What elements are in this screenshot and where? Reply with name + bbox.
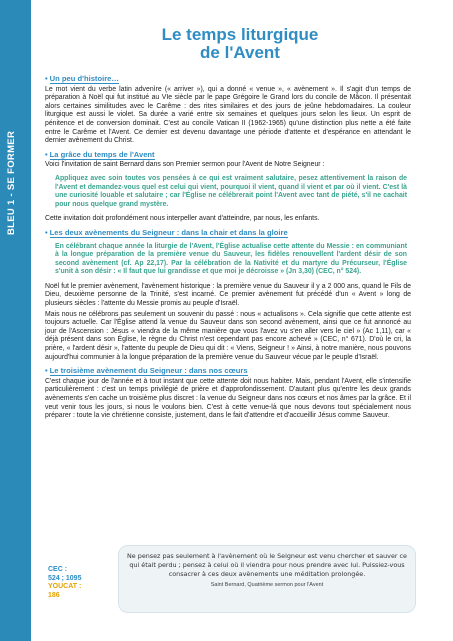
side-band — [0, 0, 31, 641]
title-line-2: de l'Avent — [200, 43, 280, 62]
highlight-quote: Appliquez avec soin toutes vos pensées à ce qui est vraiment salutaire, pesez attentivement la raison de l'Avent et demandez-vous quel est celui qui vient, pourquoi il vient, quand il vient et par où il vient. C'est là une curiosité louable et salutaire ; car l'Église ne célébrerait point l'Avent avec tant de piété, s'il ne cachait pour nous quelque grand mystère. — [55, 174, 407, 208]
paragraph: Noël fut le premier avènement, l'avènement historique : la première venue du Sauveur il y a 2 000 ans, quand le Fils de Dieu, deuxième personne de la Trinité, s'est incarné. Ce premier avènement fut précédé d'un « Avent » long de plusieurs siècles : l'attente du Messie promis au peuple d'Israël. — [45, 282, 411, 308]
section-heading: • Un peu d'histoire… — [45, 74, 119, 83]
paragraph: Le mot vient du verbe latin advenìre (« arriver »), qui a donné « venue », « avènement ». Il s'agit d'un temps de préparation à Noël qui fut institué au VIe siècle par le pape Grégoire le Grand lors du concile de Mâcon. Il présentait alors certaines similitudes avec le Carême : des rites similaires et des jours de jeûne hebdomadaires. La couleur liturgique est aussi le violet. Sa durée a varié entre six semaines et quelques jours selon les lieux. Un esprit de pénitence et de conversion dominait. C'est au concile Vatican II (1962-1965) qu'une distinction plus nette a été faite entre le Carême et l'Avent. Ce dernier est devenu davantage une période d'attente et d'espérance en attendant le dernier avènement du Christ. — [45, 85, 411, 145]
side-label — [6, 130, 26, 235]
cec-value: 524 ; 1095 — [48, 574, 82, 582]
highlight-quote: En célébrant chaque année la liturgie de l'Avent, l'Église actualise cette attente du Messie : en communiant à la longue préparation de la première venue du Sauveur, les fidèles renouvellent l'ardent désir de son second avènement (cf. Ap 22,17). Par la célébration de la Nativité et du martyre du Précurseur, l'Église s'unit à son désir : « Il faut que lui grandisse et que moi je décroisse » (Jn 3,30) (CEC, n° 524). — [55, 242, 407, 276]
paragraph: Cette invitation doit profondément nous interpeller avant d'atteindre, par nous, les enfants. — [45, 215, 320, 223]
paragraph: C'est chaque jour de l'année et à tout instant que cette attente doit nous habiter. Mais, pendant l'Avent, elle s'intensifie particulièrement : c'est un temps privilégié de prière et d'approfondissement. D'autant plus qu'entre les deux grands avènements s'en cache un troisième plus discret : la venue du Seigneur dans nos cœurs et nos âmes par la grâce. Et il veut venir tous les jours, si nous le voulons bien. C'est à cette venue-là que nous devons tout spécialement nous préparer : toute la vie chrétienne consiste, justement, dans le fait d'attendre et d'accueillir Jésus comme Sauveur. — [45, 377, 411, 420]
main-content — [45, 70, 411, 423]
paragraph: Voici l'invitation de saint Bernard dans son Premier sermon pour l'Avent de Notre Seigneur : — [45, 161, 325, 169]
cec-label: CEC : — [48, 566, 68, 573]
quote-box-source: Saint Bernard, Quatrième sermon pour l'Avent — [210, 582, 324, 588]
youcat-value: 186 — [48, 591, 60, 599]
page-title — [60, 26, 420, 62]
quote-box-text: Ne pensez pas seulement à l'avènement où le Seigneur est venu chercher et sauver ce qui était perdu ; pensez à celui où il viendra pour nous prendre avec lui. Puissiez-vous consacrer à ces deux avènements une méditation prolongée. — [127, 552, 407, 578]
references — [48, 566, 81, 600]
quote-box — [118, 545, 416, 613]
side-label-text: BLEU 1 - SE FORMER — [6, 130, 17, 235]
title-line-1: Le temps liturgique — [161, 25, 319, 44]
paragraph: Mais nous ne célébrons pas seulement un souvenir du passé : nous « actualisons ». Cela signifie que cette attente est toujours actuelle. Car l'Église attend la venue du Sauveur dans son second avènement, ainsi que ce fut annoncé au jour de l'Ascension : Jésus « viendra de la même manière que vous l'avez vu s'en aller vers le ciel » (Ac 1,11), car « déjà présent dans son Église, le règne du Christ n'est cependant pas encore achevé » (CEC, n° 671). D'où le cri, la prière, « l'ardent désir », l'attente du peuple de Dieu qui dit : « Viens, Seigneur ! » Ainsi, à notre manière, nous pouvons aujourd'hui communier à la longue préparation de la première venue du Sauveur vécue par le peuple d'Israël. — [45, 310, 411, 361]
section-heading: • La grâce du temps de l'Avent — [45, 149, 155, 159]
section-heading: • Les deux avènements du Seigneur : dans la chair et dans la gloire — [45, 227, 288, 237]
section-heading: • Le troisième avènement du Seigneur : dans nos cœurs — [45, 366, 248, 376]
page-number: 68 — [5, 617, 18, 629]
youcat-label: YOUCAT : — [48, 583, 82, 590]
